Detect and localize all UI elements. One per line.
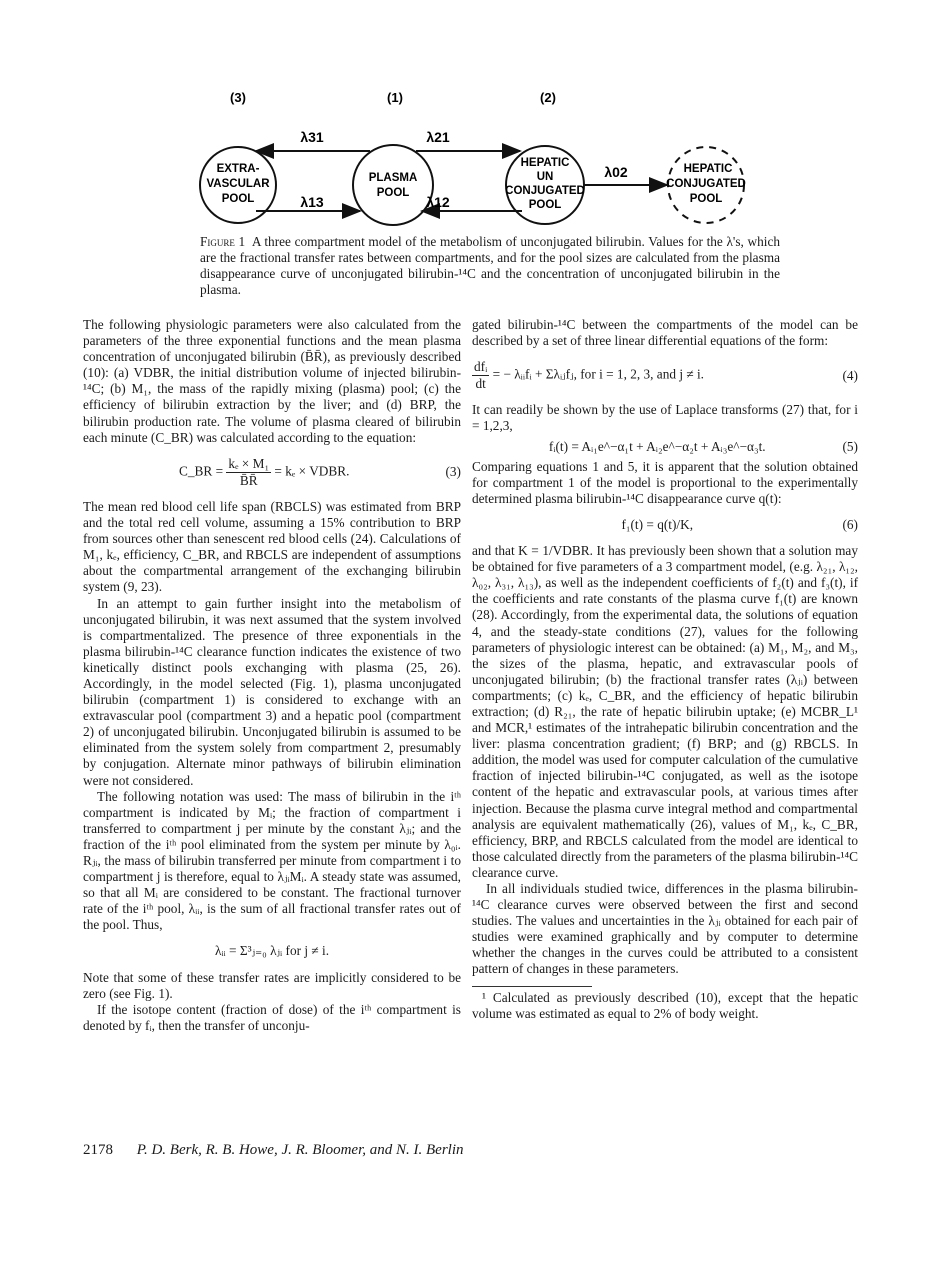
paragraph: The following physiologic parameters were also calculated from the parameters of the three exponential functions and the mean plasma concentration of unconjugated bilirubin (B̄R̄), as previously described (10): (a) VDBR, the initial distribution volume of injected bilirubin-¹⁴C; (b) M₁, the mass of the rapidly mixing (plasma) pool; (c) the efficiency of bilirubin extraction by the liver; and (d) BRP, the bilirubin production rate. The volume of plasma cleared of bilirubin each minute (C_BR) was calculated according to the equation: bbox=[83, 317, 461, 445]
compartment-2-label: (2) bbox=[540, 90, 556, 105]
equation-number: (6) bbox=[842, 516, 858, 532]
left-column bbox=[83, 317, 461, 1034]
equation-sum bbox=[83, 943, 461, 959]
equation-6 bbox=[472, 517, 858, 533]
right-column bbox=[472, 317, 858, 1022]
paragraph: and that K = 1/VDBR. It has previously been shown that a solution may be obtained for five parameters of a 3 compartment model, (e.g. λ₂₁, λ₁₂, λ₀₂, λ₃₁, λ₁₃), as well as the independent coefficients of f₂(t) and f₃(t), if the coefficients and rate constants of the plasma curve f₁(t) are known (28). Accordingly, from the experimental data, the solutions of equation 4, and the steady-state conditions (27), values for the following parameters of physiologic interest can be obtained: (a) M₁, M₂, and M₃, the sizes of the plasma, hepatic, and extravascular pools of unconjugated bilirubin; (b) the fractional transfer rates (λⱼᵢ) between compartments; (c) kₑ, C_BR, and the efficiency of hepatic bilirubin extraction; (d) R₂₁, the rate of hepatic bilirubin uptake; (e) MCBR_L¹ and MCR,¹ estimates of the intrahepatic bilirubin concentration and the liver: plasma concentration gradient; (f) BRP; and (g) RBCLS. In addition, the model was used for computer calculation of the cumulative fraction of injected bilirubin-¹⁴C conjugated, as well as the isotope content of the hepatic and extravascular pools, at various times after injection. Because the plasma curve integral method and compartmental analysis are equivalent mathematically (26), values of M₁, kₑ, C_BR, efficiency, BRP, and RBCLS calculated from the model are identical to those calculated directly from the parameters of the plasma bilirubin-¹⁴C clearance curve. bbox=[472, 543, 858, 880]
hepatic-conj-label-2: CONJUGATED bbox=[666, 178, 746, 190]
paragraph: Comparing equations 1 and 5, it is apparent that the solution obtained for compartment 1 of the model is proportional to the experimentally determined plasma bilirubin-¹⁴C disappearance curve q(t): bbox=[472, 458, 858, 506]
compartment-model-diagram bbox=[180, 80, 780, 230]
lambda-02-label: λ02 bbox=[604, 164, 628, 180]
figure-caption-text: A three compartment model of the metabolism of unconjugated bilirubin. Values for the λ's, which are the fractional transfer rates between compartments, and for the pool sizes are calculated from the plasma disappearance curve of unconjugated bilirubin-¹⁴C and the concentration of unconjugated bilirubin in the plasma. bbox=[200, 234, 780, 297]
equation-number: (3) bbox=[445, 464, 461, 480]
figure-caption bbox=[200, 234, 780, 298]
equation-3-lhs: C_BR = bbox=[179, 463, 224, 479]
compartment-3-label: (3) bbox=[230, 90, 246, 105]
lambda-13-label: λ13 bbox=[300, 194, 324, 210]
paragraph: In all individuals studied twice, differences in the plasma bilirubin-¹⁴C clearance curves were observed between the first and second studies. The values and uncertainties in the λⱼᵢ obtained for each pair of studies were examined graphically and by computer to determine whether the changes in the curves could be attributed to a consistent pattern of changes in these parameters. bbox=[472, 881, 858, 977]
plasma-label-1: PLASMA bbox=[368, 172, 418, 184]
paragraph: It can readily be shown by the use of Laplace transforms (27) that, for i = 1,2,3, bbox=[472, 402, 858, 434]
equation-6-body: f₁(t) = q(t)/K, bbox=[621, 516, 694, 532]
paragraph: In an attempt to gain further insight into the metabolism of unconjugated bilirubin, it was next assumed that the system involved is compartmentalized. The presence of three exponentials in the plasma bilirubin-¹⁴C clearance function indicates the existence of two kinetically distinct pools exchanging with plasma (25, 26). Accordingly, in the model selected (Fig. 1), plasma unconjugated bilirubin (compartment 1) is considered to exchange with an extravascular pool (compartment 3) and a hepatic pool (compartment 2) of unconjugated bilirubin. Unconjugated bilirubin is assumed to be eliminated from the system solely from compartment 2, presumably by conjugation. Alternate minor pathways of bilirubin elimination were not considered. bbox=[83, 595, 461, 788]
plasma-label-2: POOL bbox=[376, 187, 410, 199]
paragraph: gated bilirubin-¹⁴C between the compartments of the model can be described by a set of three linear differential equations of the form: bbox=[472, 317, 858, 349]
equation-number: (4) bbox=[842, 367, 858, 383]
equation-4-numerator: dfᵢ bbox=[472, 359, 489, 376]
hepatic-un-label-1: HEPATIC bbox=[520, 157, 570, 169]
extravascular-label-2: VASCULAR bbox=[206, 178, 270, 190]
hepatic-conj-label-1: HEPATIC bbox=[683, 163, 733, 175]
footnote: ¹ Calculated as previously described (10), except that the hepatic volume was estimated as equal to 2% of body weight. bbox=[472, 989, 858, 1021]
page-footer bbox=[83, 1142, 464, 1159]
hepatic-un-label-4: POOL bbox=[528, 199, 562, 211]
equation-4-rhs: = − λᵢᵢfᵢ + Σλᵢⱼfⱼ, for i = 1, 2, 3, and j ≠ i. bbox=[492, 366, 704, 382]
paragraph: Note that some of these transfer rates are implicitly considered to be zero (see Fig. 1). bbox=[83, 969, 461, 1001]
compartment-1-label: (1) bbox=[387, 90, 403, 105]
plasma-pool-circle bbox=[353, 145, 433, 225]
equation-3 bbox=[83, 456, 461, 489]
equation-5-body: fᵢ(t) = Aᵢ₁e^−α₁t + Aᵢ₂e^−α₂t + Aᵢ₃e^−α₃t. bbox=[548, 438, 766, 454]
lambda-12-label: λ12 bbox=[426, 194, 450, 210]
equation-3-numerator: kₑ × M₁ bbox=[226, 456, 271, 473]
equation-4 bbox=[472, 359, 858, 392]
equation-sum-body: λᵢᵢ = Σ³ⱼ₌₀ λⱼᵢ for j ≠ i. bbox=[214, 943, 330, 959]
page-number: 2178 bbox=[83, 1142, 113, 1158]
paragraph: The mean red blood cell life span (RBCLS) was estimated from BRP and the total red cell volume, assuming a 15% contribution to BRP from sources other than senescent red blood cells (24). Calculations of M₁, kₑ, efficiency, C_BR, and RBCLS are independent of assumptions about the compartmental arrangement of the exchanging bilirubin system (9, 23). bbox=[83, 498, 461, 595]
equation-number: (5) bbox=[842, 438, 858, 454]
equation-3-rhs: = kₑ × VDBR. bbox=[274, 463, 350, 479]
equation-3-denominator: B̄R̄ bbox=[239, 472, 258, 488]
equation-4-denominator: dt bbox=[475, 376, 486, 392]
hepatic-un-label-2: UN bbox=[536, 171, 554, 183]
figure-caption-label: Figure 1 bbox=[200, 234, 246, 249]
equation-5 bbox=[472, 439, 858, 455]
extravascular-label-1: EXTRA- bbox=[216, 163, 260, 175]
hepatic-un-label-3: CONJUGATED bbox=[505, 185, 585, 197]
lambda-21-label: λ21 bbox=[426, 129, 450, 145]
hepatic-conj-label-3: POOL bbox=[689, 193, 723, 205]
lambda-31-label: λ31 bbox=[300, 129, 324, 145]
paragraph: If the isotope content (fraction of dose) of the iᵗʰ compartment is denoted by fᵢ, then the transfer of unconju- bbox=[83, 1001, 461, 1033]
paragraph: The following notation was used: The mass of bilirubin in the iᵗʰ compartment is indicated by Mᵢ; the fraction of compartment i transferred to compartment j per minute by the constant λⱼᵢ; and the fraction of the iᵗʰ pool eliminated from the system per minute by λ₀ᵢ. Rⱼᵢ, the mass of bilirubin transferred per minute from compartment i to compartment j is therefore, equal to λⱼᵢMᵢ. A steady state was assumed, so that all Mᵢ are considered to be constant. The fractional turnover rate of the iᵗʰ pool, λᵢᵢ, is the sum of all fractional transfer rates out of the pool. Thus, bbox=[83, 788, 461, 933]
extravascular-label-3: POOL bbox=[221, 193, 255, 205]
author-list: P. D. Berk, R. B. Howe, J. R. Bloomer, and N. I. Berlin bbox=[136, 1142, 464, 1158]
